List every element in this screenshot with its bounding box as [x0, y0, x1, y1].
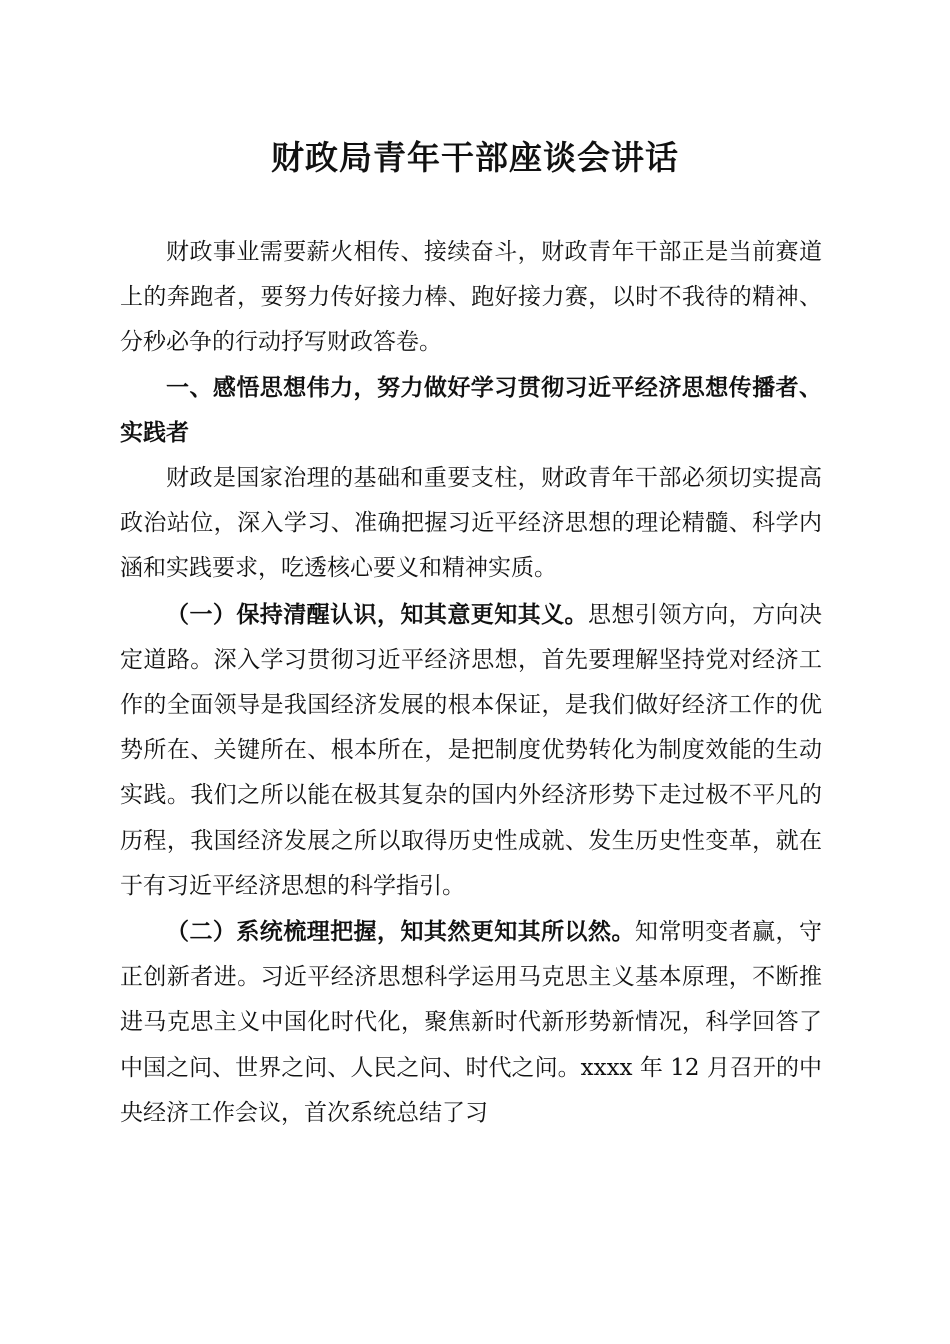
- subsection-lead-1: （一）保持清醒认识，知其意更知其义。: [166, 600, 588, 628]
- subsection-text-2: 知常明变者赢，守正创新者进。习近平经济思想科学运用马克思主义基本原理，不断推进马克思主义中国化时代化，聚焦新时代新形势新情况，科学回答了中国之问、世界之问、人民之问、时代之问。xxxx 年 12 月召开的中央经济工作会议，首次系统总结了习: [120, 919, 823, 1126]
- section-heading: 一、感悟思想伟力，努力做好学习贯彻习近平经济思想传播者、实践者: [120, 374, 822, 446]
- subsection-paragraph-2: [120, 909, 822, 1136]
- document-title: 财政局青年干部座谈会讲话: [271, 138, 679, 177]
- section-paragraph: 财政是国家治理的基础和重要支柱，财政青年干部必须切实提高政治站位，深入学习、准确把握习近平经济思想的理论精髓、科学内涵和实践要求，吃透核心要义和精神实质。: [120, 465, 822, 582]
- subsection-paragraph-1: [120, 592, 822, 909]
- intro-paragraph: 财政事业需要薪火相传、接续奋斗，财政青年干部正是当前赛道上的奔跑者，要努力传好接力棒、跑好接力赛，以时不我待的精神、分秒必争的行动抒写财政答卷。: [120, 239, 822, 356]
- subsection-text-1: 思想引领方向，方向决定道路。深入学习贯彻习近平经济思想，首先要理解坚持党对经济工作的全面领导是我国经济发展的根本保证，是我们做好经济工作的优势所在、关键所在、根本所在，是把制度优势转化为制度效能的生动实践。我们之所以能在极其复杂的国内外经济形势下走过极不平凡的历程，我国经济发展之所以取得历史性成就、发生历史性变革，就在于有习近平经济思想的科学指引。: [120, 601, 823, 899]
- subsection-lead-2: （二）系统梳理把握，知其然更知其所以然。: [166, 918, 635, 946]
- document-body: [120, 230, 822, 1136]
